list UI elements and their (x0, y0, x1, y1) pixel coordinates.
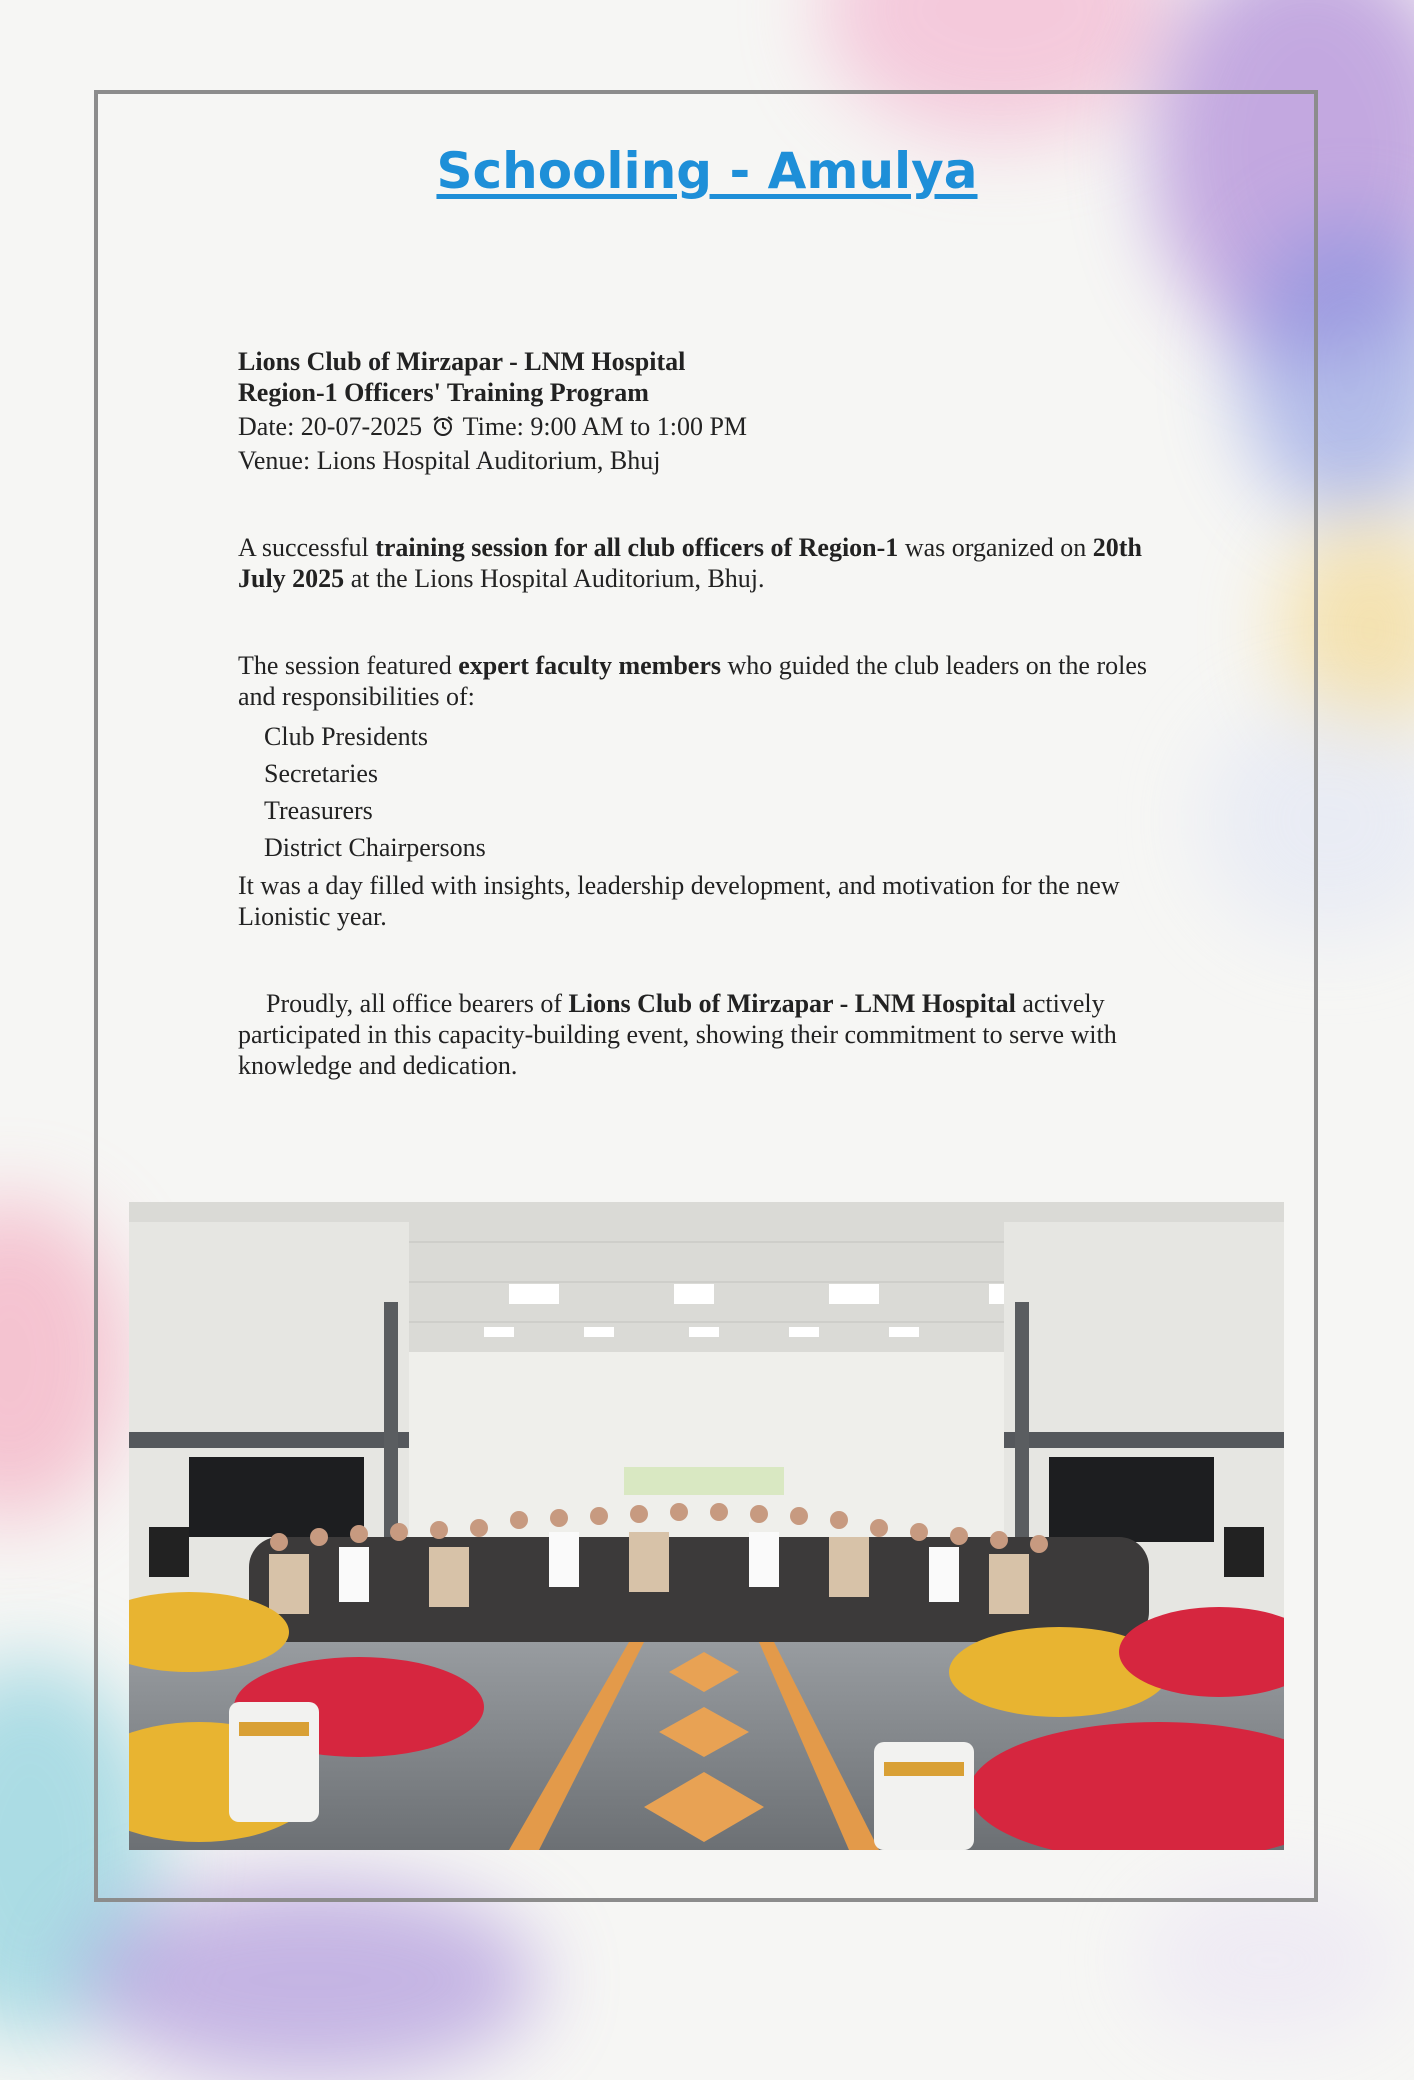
article-body (238, 346, 1188, 1081)
roles-list (238, 718, 1188, 866)
list-item: Secretaries (264, 759, 379, 788)
paragraph-participation: Proudly, all office bearers of Lions Club of Mirzapar - LNM Hospital actively participated in this capacity-building event, showing their commitment to serve with knowledge and dedication. (238, 989, 1117, 1080)
paragraph-summary: It was a day filled with insights, leadership development, and motivation for the new Lionistic year. (238, 871, 1120, 931)
list-item: District Chairpersons (264, 833, 486, 862)
paragraph-session: The session featured expert faculty members who guided the club leaders on the roles and responsibilities of: (238, 651, 1147, 711)
program-name: Region-1 Officers' Training Program (238, 378, 649, 407)
date-time-line (238, 411, 1188, 445)
event-time: Time: 9:00 AM to 1:00 PM (462, 412, 748, 441)
alarm-clock-icon (431, 414, 455, 445)
event-venue: Venue: Lions Hospital Auditorium, Bhuj (238, 446, 661, 475)
club-name: Lions Club of Mirzapar - LNM Hospital (238, 347, 686, 376)
paragraph-intro: A successful training session for all club officers of Region-1 was organized on 20th July 2025 at the Lions Hospital Auditorium, Bhuj. (238, 533, 1142, 593)
group-photo (129, 1202, 1284, 1850)
list-item: Treasurers (264, 796, 373, 825)
list-item: Club Presidents (264, 722, 428, 751)
page-title: Schooling - Amulya (436, 142, 978, 200)
event-date: Date: 20-07-2025 (238, 412, 423, 441)
